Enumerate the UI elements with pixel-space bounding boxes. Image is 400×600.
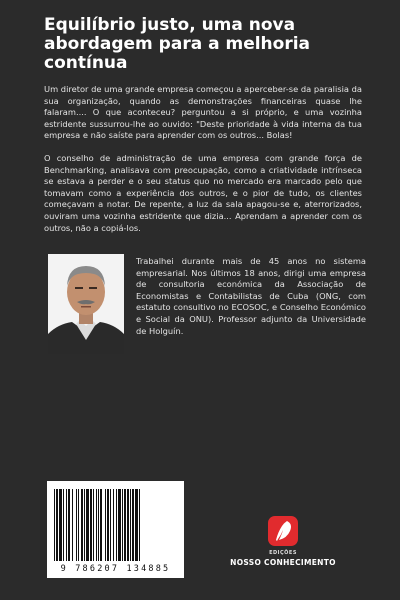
isbn-barcode — [47, 481, 184, 578]
book-title: Equilíbrio justo, uma nova abordagem para a melhoria contínua — [44, 15, 311, 73]
author-bio: Trabalhei durante mais de 45 anos no sistema empresarial. Nos últimos 18 anos, dirigi uma empresa de consultoria económica da Associação de Economistas e Contabilistas de Cuba (ONG, com estatuto consultivo no ECOSOC, e Conselho Económico e Social da ONU). Professor adjunto da Universidade de Holguín. — [136, 256, 366, 336]
author-photo — [48, 254, 124, 354]
author-portrait-icon — [48, 254, 124, 354]
publisher-logo — [268, 516, 298, 546]
quill-feather-icon — [268, 516, 298, 546]
blurb-paragraph-2: O conselho de administração de uma empresa com grande força de Benchmarking, analisava com preocupação, como a criatividade intrínseca se estava a perder e o seu status quo no mercado era marcado pelo que tomavam como a experiência dos outros, e o pior de tudo, os clientes começavam a notar. De repente, a luz da sala apagou-se e, aterrorizados, ouviram uma vozinha estridente que dizia... Aprendam a aprender com os outros, não a copiá-los. — [44, 153, 362, 233]
publisher-name-line1: EDIÇÕES — [269, 550, 297, 556]
blurb-paragraph-1: Um diretor de uma grande empresa começou a aperceber-se da paralisia da sua organização, quando as demonstrações financeiras quase lhe falaram.... O que aconteceu? perguntou a si próprio, e uma vozinha estridente sussurrou-lhe ao ouvido: "Deste prioridade à vida interna da tua empresa e não saíste para aprender com os outros... Bolas! — [44, 84, 362, 141]
publisher-name-line2: NOSSO CONHECIMENTO — [230, 558, 336, 567]
isbn-digits: 9 786207 134885 — [60, 564, 171, 574]
